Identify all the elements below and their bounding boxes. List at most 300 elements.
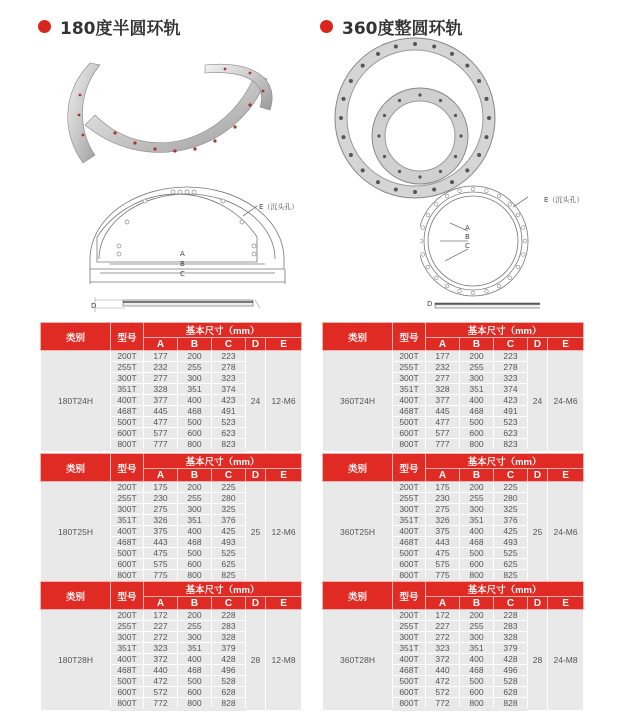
header-category: 类别: [323, 323, 393, 351]
header-basic-size: 基本尺寸（mm）: [144, 454, 302, 469]
header-category: 类别: [41, 454, 111, 482]
header-col-a: A: [144, 597, 178, 610]
a-cell: 443: [426, 537, 460, 548]
table-row: [323, 351, 584, 362]
b-cell: 800: [460, 439, 494, 451]
semicircle-rail-photo: [55, 55, 295, 170]
c-cell: 528: [494, 676, 528, 687]
table-row: [41, 610, 302, 621]
model-cell: 600T: [393, 687, 426, 698]
b-cell: 600: [460, 687, 494, 698]
b-cell: 351: [460, 384, 494, 395]
model-cell: 200T: [393, 482, 426, 493]
b-cell: 200: [178, 610, 212, 621]
b-cell: 300: [460, 373, 494, 384]
c-cell: 525: [494, 548, 528, 559]
mount-hole: [349, 79, 353, 83]
a-cell: 440: [426, 665, 460, 676]
b-cell: 468: [178, 665, 212, 676]
c-cell: 496: [494, 665, 528, 676]
header-model: 型号: [393, 323, 426, 351]
c-cell: 280: [212, 493, 246, 504]
model-cell: 468T: [111, 537, 144, 548]
spec-table-180T28H: [40, 581, 302, 711]
c-cell: 376: [212, 515, 246, 526]
spec-table-360T28H: [322, 581, 584, 711]
c-cell: 825: [212, 570, 246, 582]
a-cell: 326: [144, 515, 178, 526]
b-cell: 255: [178, 493, 212, 504]
a-cell: 572: [426, 687, 460, 698]
label-d: D: [91, 302, 97, 310]
model-cell: 400T: [111, 526, 144, 537]
mount-hole: [398, 170, 401, 173]
b-cell: 255: [178, 362, 212, 373]
model-cell: 800T: [111, 439, 144, 451]
d-cell: 25: [246, 482, 266, 582]
a-cell: 377: [426, 395, 460, 406]
c-cell: 280: [494, 493, 528, 504]
a-cell: 572: [144, 687, 178, 698]
mount-hole: [477, 153, 481, 157]
b-cell: 600: [178, 559, 212, 570]
b-cell: 300: [460, 504, 494, 515]
countersink-hole: [521, 226, 525, 230]
e-cell: 24-M6: [548, 482, 584, 582]
model-cell: 800T: [393, 439, 426, 451]
countersink-hole: [434, 202, 438, 206]
b-cell: 468: [178, 537, 212, 548]
mount-hole: [432, 45, 436, 49]
b-cell: 500: [178, 548, 212, 559]
model-cell: 300T: [393, 632, 426, 643]
c-cell: 528: [212, 676, 246, 687]
model-cell: 468T: [393, 537, 426, 548]
e-cell: 12-M6: [266, 351, 302, 451]
countersink-hole: [421, 253, 425, 257]
c-cell: 523: [494, 417, 528, 428]
model-cell: 200T: [393, 351, 426, 362]
model-cell: 500T: [111, 548, 144, 559]
a-cell: 230: [144, 493, 178, 504]
a-cell: 472: [144, 676, 178, 687]
header-col-e: E: [266, 469, 302, 482]
header-col-b: B: [178, 469, 212, 482]
a-cell: 277: [144, 373, 178, 384]
a-cell: 445: [426, 406, 460, 417]
a-cell: 775: [144, 570, 178, 582]
a-cell: 227: [426, 621, 460, 632]
mount-hole: [454, 114, 457, 117]
c-cell: 423: [494, 395, 528, 406]
a-cell: 475: [144, 548, 178, 559]
e-cell: 12-M8: [266, 610, 302, 710]
b-cell: 200: [460, 610, 494, 621]
label-c: C: [465, 242, 470, 250]
b-cell: 300: [178, 504, 212, 515]
countersink-hole: [497, 284, 501, 288]
a-cell: 472: [426, 676, 460, 687]
c-cell: 493: [212, 537, 246, 548]
header-basic-size: 基本尺寸（mm）: [144, 323, 302, 338]
c-cell: 228: [212, 610, 246, 621]
a-cell: 577: [426, 428, 460, 439]
mount-hole: [377, 134, 380, 137]
mount-hole: [418, 93, 421, 96]
header-col-c: C: [494, 597, 528, 610]
spec-table-360T24H: [322, 322, 584, 452]
table-row: [41, 351, 302, 362]
d-cell: 28: [528, 610, 548, 710]
a-cell: 227: [144, 621, 178, 632]
d-cell: 24: [246, 351, 266, 451]
model-cell: 600T: [393, 428, 426, 439]
header-model: 型号: [111, 323, 144, 351]
countersink-hole: [516, 213, 520, 217]
a-cell: 272: [426, 632, 460, 643]
header-model: 型号: [111, 454, 144, 482]
model-cell: 500T: [393, 548, 426, 559]
model-cell: 800T: [393, 698, 426, 710]
mount-hole: [376, 52, 380, 56]
mount-hole: [454, 155, 457, 158]
a-cell: 777: [144, 439, 178, 451]
header-category: 类别: [323, 454, 393, 482]
countersink-hole: [508, 276, 512, 280]
a-cell: 372: [144, 654, 178, 665]
b-cell: 200: [178, 351, 212, 362]
model-cell: 200T: [111, 482, 144, 493]
b-cell: 300: [460, 632, 494, 643]
a-cell: 323: [144, 643, 178, 654]
b-cell: 351: [460, 643, 494, 654]
model-cell: 800T: [111, 698, 144, 710]
header-col-b: B: [178, 338, 212, 351]
b-cell: 400: [178, 526, 212, 537]
c-cell: 425: [212, 526, 246, 537]
mount-hole: [361, 64, 365, 68]
c-cell: 323: [212, 373, 246, 384]
table-row: [323, 610, 584, 621]
a-cell: 275: [144, 504, 178, 515]
b-cell: 468: [460, 537, 494, 548]
model-cell: 468T: [393, 665, 426, 676]
spec-table-180T24H: [40, 322, 302, 452]
header-col-e: E: [266, 338, 302, 351]
countersink-hole: [523, 239, 527, 243]
header-col-c: C: [212, 338, 246, 351]
c-cell: 225: [494, 482, 528, 493]
model-cell: 300T: [111, 632, 144, 643]
c-cell: 425: [494, 526, 528, 537]
header-model: 型号: [111, 582, 144, 610]
header-col-b: B: [178, 597, 212, 610]
header-col-d: D: [246, 597, 266, 610]
e-cell: 24-M8: [548, 610, 584, 710]
mount-hole: [439, 170, 442, 173]
b-cell: 200: [460, 482, 494, 493]
header-basic-size: 基本尺寸（mm）: [426, 323, 584, 338]
category-cell: 180T28H: [41, 610, 111, 710]
model-cell: 200T: [393, 610, 426, 621]
model-cell: 255T: [111, 362, 144, 373]
model-cell: 600T: [393, 559, 426, 570]
b-cell: 351: [460, 515, 494, 526]
a-cell: 445: [144, 406, 178, 417]
a-cell: 477: [426, 417, 460, 428]
mount-hole: [484, 97, 488, 101]
countersink-hole: [445, 194, 449, 198]
b-cell: 800: [178, 698, 212, 710]
a-cell: 172: [426, 610, 460, 621]
countersink-hole: [521, 253, 525, 257]
b-cell: 255: [178, 621, 212, 632]
mount-hole: [383, 155, 386, 158]
c-cell: 225: [212, 482, 246, 493]
model-cell: 600T: [111, 559, 144, 570]
c-cell: 623: [212, 428, 246, 439]
label-e-countersink: E（沉头孔）: [259, 203, 299, 211]
c-cell: 493: [494, 537, 528, 548]
model-cell: 500T: [393, 417, 426, 428]
a-cell: 328: [426, 384, 460, 395]
mount-hole: [376, 180, 380, 184]
model-cell: 351T: [393, 643, 426, 654]
model-cell: 255T: [393, 362, 426, 373]
c-cell: 325: [494, 504, 528, 515]
model-cell: 255T: [111, 493, 144, 504]
e-cell: 12-M6: [266, 482, 302, 582]
b-cell: 500: [460, 676, 494, 687]
b-cell: 400: [178, 654, 212, 665]
a-cell: 326: [426, 515, 460, 526]
model-cell: 800T: [111, 570, 144, 582]
category-cell: 360T28H: [323, 610, 393, 710]
b-cell: 400: [460, 654, 494, 665]
header-col-c: C: [494, 469, 528, 482]
model-cell: 500T: [111, 676, 144, 687]
model-cell: 468T: [111, 665, 144, 676]
category-cell: 360T25H: [323, 482, 393, 582]
a-cell: 575: [144, 559, 178, 570]
a-cell: 477: [144, 417, 178, 428]
a-cell: 475: [426, 548, 460, 559]
b-cell: 500: [460, 417, 494, 428]
a-cell: 377: [144, 395, 178, 406]
countersink-hole: [516, 265, 520, 269]
c-cell: 223: [212, 351, 246, 362]
countersink-hole: [421, 226, 425, 230]
model-cell: 351T: [111, 384, 144, 395]
a-cell: 772: [144, 698, 178, 710]
countersink-hole: [471, 187, 475, 191]
header-model: 型号: [393, 454, 426, 482]
a-cell: 775: [426, 570, 460, 582]
model-cell: 500T: [393, 676, 426, 687]
category-cell: 360T24H: [323, 351, 393, 451]
b-cell: 200: [460, 351, 494, 362]
header-basic-size: 基本尺寸（mm）: [426, 454, 584, 469]
header-col-a: A: [426, 469, 460, 482]
mount-hole: [349, 153, 353, 157]
b-cell: 800: [460, 698, 494, 710]
mount-hole: [465, 168, 469, 172]
label-e-countersink: E（沉头孔）: [544, 196, 584, 204]
section-title-text: 180度半圆环轨: [60, 19, 181, 39]
mount-hole: [398, 99, 401, 102]
mount-hole: [339, 116, 343, 120]
b-cell: 400: [460, 526, 494, 537]
header-col-a: A: [144, 338, 178, 351]
bullet-dot-icon: [320, 20, 333, 33]
c-cell: 223: [494, 351, 528, 362]
b-cell: 600: [178, 428, 212, 439]
d-cell: 28: [246, 610, 266, 710]
model-cell: 200T: [111, 351, 144, 362]
label-c: C: [180, 270, 185, 278]
c-cell: 623: [494, 428, 528, 439]
a-cell: 375: [426, 526, 460, 537]
a-cell: 577: [144, 428, 178, 439]
a-cell: 575: [426, 559, 460, 570]
a-cell: 440: [144, 665, 178, 676]
c-cell: 625: [494, 559, 528, 570]
table-row: [323, 482, 584, 493]
c-cell: 325: [212, 504, 246, 515]
section-title-text: 360度整圆环轨: [342, 19, 463, 39]
a-cell: 177: [144, 351, 178, 362]
b-cell: 500: [178, 417, 212, 428]
c-cell: 328: [212, 632, 246, 643]
a-cell: 372: [426, 654, 460, 665]
header-col-d: D: [246, 469, 266, 482]
mount-hole: [383, 114, 386, 117]
mount-hole: [413, 42, 417, 46]
a-cell: 175: [426, 482, 460, 493]
c-cell: 323: [494, 373, 528, 384]
countersink-hole: [508, 202, 512, 206]
b-cell: 468: [460, 665, 494, 676]
b-cell: 400: [460, 395, 494, 406]
c-cell: 283: [494, 621, 528, 632]
b-cell: 351: [178, 384, 212, 395]
c-cell: 283: [212, 621, 246, 632]
mount-hole: [413, 190, 417, 194]
model-cell: 200T: [111, 610, 144, 621]
section-title-180: [38, 14, 181, 39]
model-cell: 351T: [111, 643, 144, 654]
b-cell: 600: [178, 687, 212, 698]
header-category: 类别: [323, 582, 393, 610]
label-d: D: [427, 300, 433, 308]
b-cell: 468: [460, 406, 494, 417]
a-cell: 177: [426, 351, 460, 362]
c-cell: 628: [212, 687, 246, 698]
header-category: 类别: [41, 323, 111, 351]
c-cell: 228: [494, 610, 528, 621]
b-cell: 800: [178, 570, 212, 582]
b-cell: 600: [460, 428, 494, 439]
model-cell: 468T: [111, 406, 144, 417]
model-cell: 300T: [393, 504, 426, 515]
model-cell: 500T: [111, 417, 144, 428]
header-basic-size: 基本尺寸（mm）: [426, 582, 584, 597]
header-col-d: D: [528, 597, 548, 610]
mount-hole: [477, 79, 481, 83]
label-b: B: [465, 233, 470, 241]
category-cell: 180T24H: [41, 351, 111, 451]
c-cell: 628: [494, 687, 528, 698]
b-cell: 400: [178, 395, 212, 406]
header-col-e: E: [548, 469, 584, 482]
label-b: B: [180, 260, 185, 268]
model-cell: 300T: [111, 373, 144, 384]
countersink-hole: [497, 194, 501, 198]
label-a: A: [465, 224, 470, 232]
model-cell: 351T: [393, 515, 426, 526]
b-cell: 500: [460, 548, 494, 559]
b-cell: 800: [178, 439, 212, 451]
c-cell: 523: [212, 417, 246, 428]
model-cell: 400T: [393, 526, 426, 537]
b-cell: 200: [178, 482, 212, 493]
countersink-hole: [485, 289, 489, 293]
b-cell: 800: [460, 570, 494, 582]
a-cell: 323: [426, 643, 460, 654]
countersink-hole: [426, 213, 430, 217]
c-cell: 625: [212, 559, 246, 570]
c-cell: 328: [494, 632, 528, 643]
c-cell: 525: [212, 548, 246, 559]
countersink-hole: [458, 289, 462, 293]
a-cell: 275: [426, 504, 460, 515]
countersink-hole: [445, 284, 449, 288]
mount-hole: [459, 134, 462, 137]
header-col-e: E: [548, 338, 584, 351]
countersink-hole: [434, 276, 438, 280]
model-cell: 468T: [393, 406, 426, 417]
header-col-a: A: [426, 338, 460, 351]
mount-hole: [465, 64, 469, 68]
countersink-hole: [458, 189, 462, 193]
header-col-b: B: [460, 469, 494, 482]
mount-hole: [394, 187, 398, 191]
c-cell: 491: [494, 406, 528, 417]
model-cell: 300T: [393, 373, 426, 384]
a-cell: 175: [144, 482, 178, 493]
header-col-a: A: [144, 469, 178, 482]
d-cell: 25: [528, 482, 548, 582]
a-cell: 777: [426, 439, 460, 451]
b-cell: 500: [178, 676, 212, 687]
a-cell: 232: [144, 362, 178, 373]
mount-hole: [361, 168, 365, 172]
c-cell: 423: [212, 395, 246, 406]
model-cell: 351T: [393, 384, 426, 395]
c-cell: 428: [494, 654, 528, 665]
countersink-hole: [485, 189, 489, 193]
model-cell: 300T: [111, 504, 144, 515]
header-category: 类别: [41, 582, 111, 610]
b-cell: 300: [178, 373, 212, 384]
header-col-c: C: [494, 338, 528, 351]
b-cell: 600: [460, 559, 494, 570]
d-cell: 24: [528, 351, 548, 451]
model-cell: 255T: [393, 493, 426, 504]
model-cell: 255T: [393, 621, 426, 632]
header-col-b: B: [460, 338, 494, 351]
header-col-b: B: [460, 597, 494, 610]
